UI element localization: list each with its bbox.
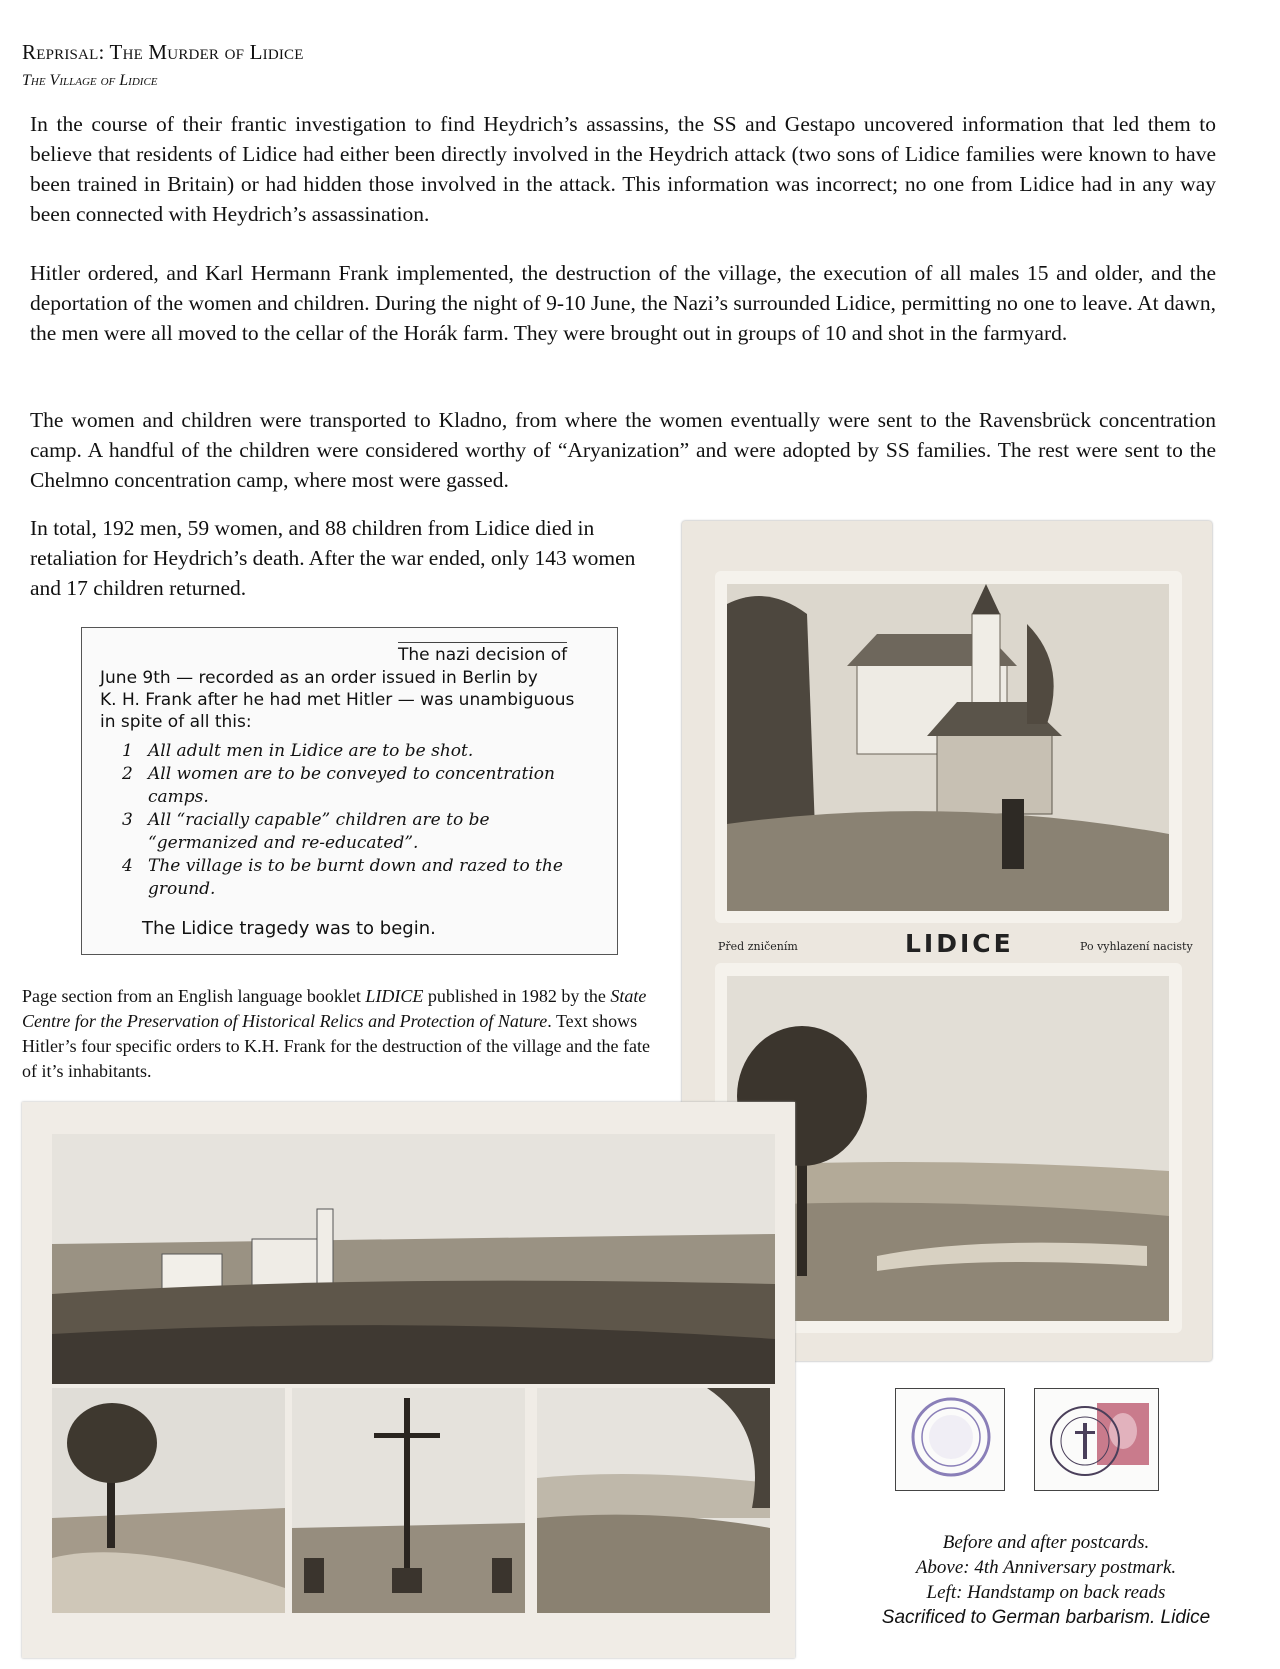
- caption-line: Left: Handstamp on back reads: [926, 1582, 1166, 1603]
- photo-tree-field: [52, 1388, 285, 1613]
- paragraph-deportation: The women and children were transported to Kladno, from where the women eventually were sent to the Ravensbrück concentration camp. A handful of the children were considered worthy of “Aryanization” and were adopted by SS families. The rest were sent to the Chelmno concentration camp, where most were gassed.: [30, 408, 1216, 492]
- postcard-title-strip: [690, 926, 1206, 960]
- panorama-illustration: [52, 1134, 775, 1384]
- caption-line: Before and after postcards.: [942, 1532, 1150, 1553]
- booklet-caption: [22, 984, 662, 1084]
- tree-illustration: [52, 1388, 285, 1613]
- order-item: [122, 740, 592, 763]
- booklet-closing: The Lidice tragedy was to begin.: [142, 918, 436, 939]
- order-number: 2: [122, 764, 133, 784]
- caption-line: Sacrificed to German barbarism. Lidice: [881, 1607, 1211, 1628]
- booklet-line-4: in spite of all this:: [100, 712, 252, 732]
- order-text: The village is to be burnt down and razed to the ground.: [148, 856, 563, 899]
- label-lidice: LIDICE: [905, 929, 1014, 958]
- caption-institution: State Centre for the Preservation of Historical Relics and Protection of Nature: [22, 986, 647, 1031]
- page-title: Reprisal: The Murder of Lidice: [22, 40, 304, 64]
- page-subtitle: The Village of Lidice: [22, 72, 158, 89]
- orders-list: [122, 740, 592, 901]
- paragraph-totals: In total, 192 men, 59 women, and 88 children from Lidice died in retaliation for Heydrich’s death. After the war ended, only 143 women and 17 children returned.: [30, 516, 636, 600]
- postmark-icon: [1035, 1389, 1160, 1492]
- caption-booklet-title: LIDICE: [365, 986, 424, 1006]
- order-number: 4: [122, 856, 133, 876]
- paragraph-investigation: In the course of their frantic investigation to find Heydrich’s assassins, the SS and Gestapo uncovered information that led them to believe that residents of Lidice had either been directly involved in the Heydrich attack (two sons of Lidice families were known to have been trained in Britain) or had hidden those involved in the attack. This information was incorrect; no one from Lidice had in any way been connected with Heydrich’s assassination.: [30, 112, 1216, 226]
- caption-text: . Text shows Hitler’s four specific orders to K.H. Frank for the destruction of the village and the fate of it’s inhabitants.: [22, 1011, 650, 1081]
- paragraph-destruction: Hitler ordered, and Karl Hermann Frank implemented, the destruction of the village, the execution of all males 15 and older, and the deportation of the women and children. During the night of 9-10 June, the Nazi’s surrounded Lidice, permitting no one to leave. At dawn, the men were all moved to the cellar of the Horák farm. They were brought out in groups of 10 and shot in the farmyard.: [30, 261, 1216, 345]
- cross-illustration: [292, 1388, 525, 1613]
- booklet-line-3: K. H. Frank after he had met Hitler — was unambiguous: [100, 690, 575, 710]
- handstamp-sample: [895, 1388, 1005, 1491]
- caption-text: Page section from an English language booklet: [22, 986, 366, 1006]
- booklet-excerpt: [81, 627, 618, 955]
- order-item: [122, 855, 592, 901]
- postcard-village-views: [22, 1102, 795, 1658]
- handstamp-icon: [896, 1389, 1006, 1492]
- order-item: [122, 809, 592, 855]
- order-text: All “racially capable” children are to be “germanized and re-educated”.: [148, 810, 490, 853]
- postcard-caption: [860, 1530, 1232, 1630]
- order-number: 1: [122, 741, 133, 761]
- order-item: [122, 763, 592, 809]
- postmark-stamp-sample: [1034, 1388, 1159, 1491]
- order-number: 3: [122, 810, 133, 830]
- order-text: All adult men in Lidice are to be shot.: [148, 741, 474, 761]
- photo-village-panorama: [52, 1134, 775, 1384]
- caption-line: Above: 4th Anniversary postmark.: [915, 1557, 1177, 1578]
- caption-text: published in 1982 by the: [423, 986, 611, 1006]
- landscape-illustration: [537, 1388, 770, 1613]
- booklet-line-1: The nazi decision of: [398, 642, 567, 665]
- photo-open-landscape: [537, 1388, 770, 1613]
- booklet-line-2: June 9th — recorded as an order issued in Berlin by: [100, 668, 538, 688]
- village-church-illustration: [727, 584, 1169, 911]
- photo-memorial-cross: [292, 1388, 525, 1613]
- photo-before-destruction: [727, 584, 1169, 911]
- label-after: Po vyhlazení nacisty: [1080, 940, 1193, 953]
- label-before: Před zničením: [718, 940, 798, 953]
- order-text: All women are to be conveyed to concentration camps.: [148, 764, 555, 807]
